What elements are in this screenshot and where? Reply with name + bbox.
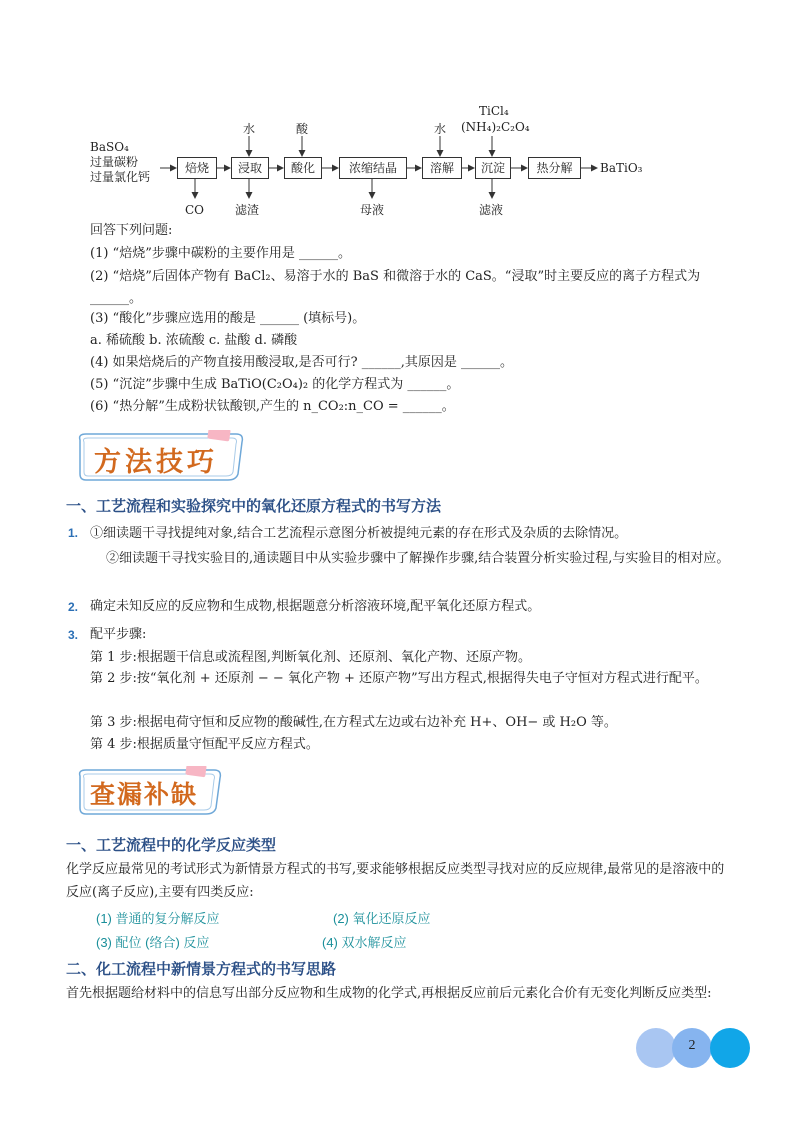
step-dissolve: 溶解 xyxy=(422,157,462,179)
section1-heading: 一、工艺流程和实验探究中的氧化还原方程式的书写方法 xyxy=(66,498,442,515)
label-residue: 滤渣 xyxy=(235,203,260,217)
section2-heading-1: 一、工艺流程中的化学反应类型 xyxy=(66,837,277,854)
page-number: 2 xyxy=(688,1038,696,1053)
step-leach: 浸取 xyxy=(231,157,269,179)
page-circle-right xyxy=(710,1028,750,1068)
label-water-1: 水 xyxy=(243,122,256,136)
item3-text: 配平步骤: xyxy=(90,627,147,642)
step-1: 第 1 步:根据题干信息或流程图,判断氧化剂、还原剂、氧化产物、还原产物。 xyxy=(90,650,532,665)
page-number-badge xyxy=(636,1028,754,1068)
questions-intro: 回答下列问题: xyxy=(90,223,173,238)
banner-methods xyxy=(76,430,248,484)
step-acidify: 酸化 xyxy=(284,157,322,179)
reaction-type-2: (2) 氧化还原反应 xyxy=(333,911,431,926)
input-baso4: BaSO₄ xyxy=(90,140,129,154)
item1-line-a: ①细读题干寻找提纯对象,结合工艺流程示意图分析被提纯元素的存在形式及杂质的去除情况。 xyxy=(90,526,628,541)
item1-line-b: ②细读题干寻找实验目的,通读题目中从实验步骤中了解操作步骤,结合装置分析实验过程,与实验目的相对应。 xyxy=(106,551,730,566)
banner-review-text: 查漏补缺 xyxy=(90,780,199,809)
banner-review xyxy=(76,766,226,818)
step-roast: 焙烧 xyxy=(177,157,217,179)
section2-paragraph-2: 首先根据题给材料中的信息写出部分反应物和生成物的化学式,再根据反应前后元素化合价有无变化判断反应类型: xyxy=(66,986,712,1001)
question-1: (1) “焙烧”步骤中碳粉的主要作用是 ______。 xyxy=(90,246,351,261)
label-ticl4: TiCl₄ xyxy=(479,104,509,118)
step-precipitate: 沉淀 xyxy=(475,157,511,179)
step-3: 第 3 步:根据电荷守恒和反应物的酸碱性,在方程式左边或右边补充 H+、OH− 或 H₂O 等。 xyxy=(90,715,617,730)
reaction-type-3: (3) 配位 (络合) 反应 xyxy=(96,935,210,950)
question-3: (3) “酸化”步骤应选用的酸是 ______ (填标号)。 xyxy=(90,311,366,326)
input-cacl2: 过量氯化钙 xyxy=(90,170,151,184)
page-circle-left xyxy=(636,1028,676,1068)
item1-number: 1. xyxy=(68,526,79,540)
item2-text: 确定未知反应的反应物和生成物,根据题意分析溶液环境,配平氧化还原方程式。 xyxy=(90,599,541,614)
item2-number: 2. xyxy=(68,600,79,614)
item3-number: 3. xyxy=(68,628,79,642)
label-co: CO xyxy=(185,203,205,217)
product-batio3: BaTiO₃ xyxy=(600,161,643,175)
question-6: (6) “热分解”生成粉状钛酸钡,产生的 n_CO₂:n_CO = ______。 xyxy=(90,399,455,414)
step-thermolysis: 热分解 xyxy=(528,157,581,179)
label-filtrate: 滤液 xyxy=(479,203,504,217)
question-2b: ______。 xyxy=(90,291,143,306)
step-concentrate: 浓缩结晶 xyxy=(339,157,407,179)
reaction-type-1: (1) 普通的复分解反应 xyxy=(96,911,220,926)
reaction-type-4: (4) 双水解反应 xyxy=(322,935,407,950)
label-oxalate: (NH₄)₂C₂O₄ xyxy=(461,120,530,134)
banner-methods-text: 方法技巧 xyxy=(94,447,218,478)
section2-heading-2: 二、化工流程中新情景方程式的书写思路 xyxy=(66,961,337,978)
question-3-options: a. 稀硫酸 b. 浓硫酸 c. 盐酸 d. 磷酸 xyxy=(90,333,298,348)
question-4: (4) 如果焙烧后的产物直接用酸浸取,是否可行? ______,其原因是 ______。 xyxy=(90,355,514,370)
step-2: 第 2 步:按“氧化剂 + 还原剂 − − 氧化产物 + 还原产物”写出方程式,根据得失电子守恒对方程式进行配平。 xyxy=(90,671,708,686)
section2-paragraph-1: 化学反应最常见的考试形式为新情景方程式的书写,要求能够根据反应类型寻找对应的反应规律,最常见的是溶液中的反应(离子反应),主要有四类反应: xyxy=(66,862,725,900)
input-carbon: 过量碳粉 xyxy=(90,155,139,169)
label-water-2: 水 xyxy=(434,122,447,136)
flow-arrows xyxy=(0,0,794,230)
label-mother-liquor: 母液 xyxy=(360,203,385,217)
label-acid: 酸 xyxy=(296,122,309,136)
step-4: 第 4 步:根据质量守恒配平反应方程式。 xyxy=(90,737,319,752)
question-5: (5) “沉淀”步骤中生成 BaTiO(C₂O₄)₂ 的化学方程式为 ______。 xyxy=(90,377,460,392)
question-2a: (2) “焙烧”后固体产物有 BaCl₂、易溶于水的 BaS 和微溶于水的 CaS。“浸取”时主要反应的离子方程式为 xyxy=(90,269,701,284)
